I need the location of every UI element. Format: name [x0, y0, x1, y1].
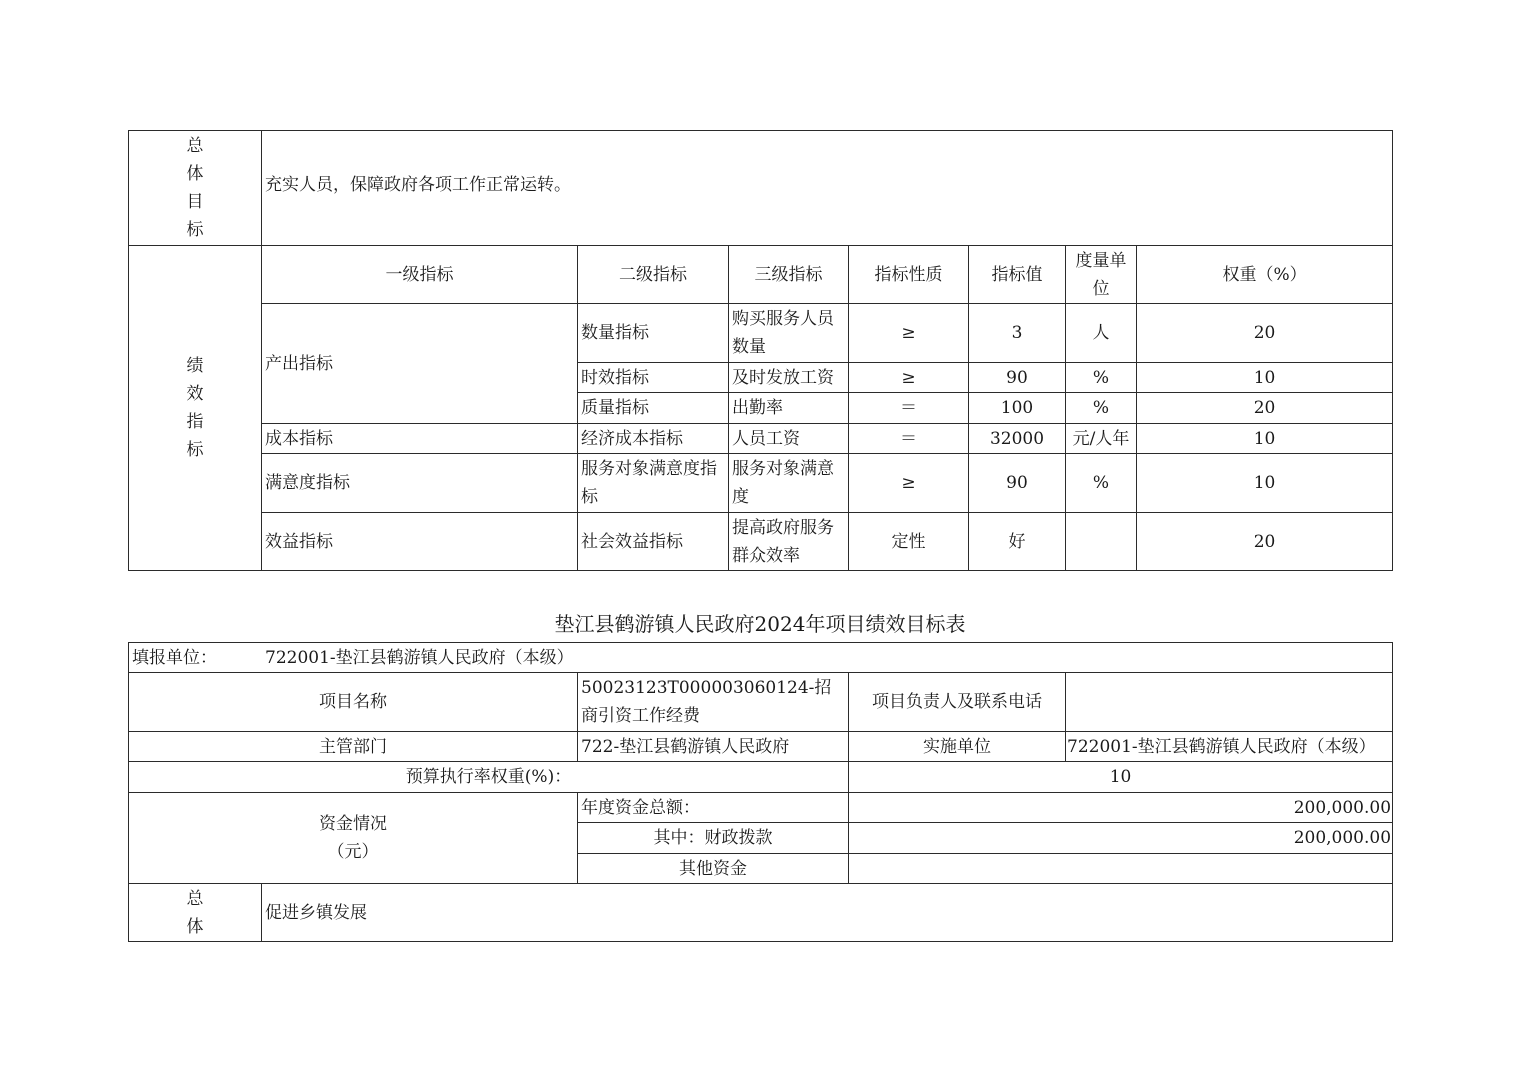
level3-cell: 人员工资	[729, 424, 849, 454]
level2-cell: 服务对象满意度指标	[578, 454, 729, 513]
level3-cell: 服务对象满意度	[729, 454, 849, 513]
overall-goal-row	[129, 131, 1393, 246]
nature-cell: ＝	[849, 393, 969, 424]
level3-cell: 及时发放工资	[729, 363, 849, 393]
unit-cell	[1066, 513, 1137, 571]
value-cell: 100	[969, 393, 1066, 424]
level1-cell: 效益指标	[262, 513, 578, 571]
dept-row	[129, 732, 1393, 762]
level3-cell: 购买服务人员数量	[729, 304, 849, 363]
unit-cell: %	[1066, 393, 1137, 424]
performance-indicator-label: 绩 效 指 标	[129, 246, 262, 571]
level2-cell: 经济成本指标	[578, 424, 729, 454]
nature-cell: ≥	[849, 363, 969, 393]
table-row	[129, 454, 1393, 513]
overall-goal-row	[129, 884, 1393, 942]
budget-rate-value: 10	[849, 762, 1393, 793]
funds-unit: （元）	[327, 842, 379, 862]
unit-cell: 人	[1066, 304, 1137, 363]
header-weight: 权重（%）	[1137, 246, 1393, 304]
funds-row	[129, 793, 1393, 823]
header-level2: 二级指标	[578, 246, 729, 304]
weight-cell: 10	[1137, 454, 1393, 513]
dept-label: 主管部门	[129, 732, 578, 762]
level3-cell: 出勤率	[729, 393, 849, 424]
value-cell: 90	[969, 454, 1066, 513]
project-name-label: 项目名称	[129, 673, 578, 732]
project-name-row	[129, 673, 1393, 732]
impl-value: 722001-垫江县鹤游镇人民政府（本级）	[1066, 732, 1393, 762]
level1-cell: 成本指标	[262, 424, 578, 454]
fiscal-value: 200,000.00	[849, 823, 1393, 854]
budget-rate-label: 预算执行率权重(%)：	[129, 762, 849, 793]
level2-cell: 质量指标	[578, 393, 729, 424]
unit-cell: %	[1066, 454, 1137, 513]
weight-cell: 20	[1137, 393, 1393, 424]
other-funds-value	[849, 854, 1393, 884]
header-unit: 度量单位	[1066, 246, 1137, 304]
fill-unit-label: 填报单位：	[132, 647, 217, 668]
level2-cell: 社会效益指标	[578, 513, 729, 571]
fill-unit-value: 722001-垫江县鹤游镇人民政府（本级）	[265, 647, 574, 668]
impl-label: 实施单位	[849, 732, 1066, 762]
weight-cell: 10	[1137, 424, 1393, 454]
fiscal-label: 其中：财政拨款	[578, 823, 849, 854]
other-funds-label: 其他资金	[578, 854, 849, 884]
budget-rate-row	[129, 762, 1393, 793]
weight-cell: 20	[1137, 304, 1393, 363]
dept-value: 722-垫江县鹤游镇人民政府	[578, 732, 849, 762]
nature-cell: ≥	[849, 454, 969, 513]
fill-unit-row	[129, 643, 1393, 673]
value-cell: 32000	[969, 424, 1066, 454]
table-row	[129, 304, 1393, 363]
overall-goal-label: 总 体	[129, 884, 262, 942]
annual-total-label: 年度资金总额：	[578, 793, 849, 823]
project-goal-table	[128, 642, 1393, 942]
unit-cell: 元/人年	[1066, 424, 1137, 454]
weight-cell: 20	[1137, 513, 1393, 571]
table-row	[129, 513, 1393, 571]
level2-cell: 时效指标	[578, 363, 729, 393]
value-cell: 3	[969, 304, 1066, 363]
level2-cell: 数量指标	[578, 304, 729, 363]
nature-cell: ≥	[849, 304, 969, 363]
level3-cell: 提高政府服务群众效率	[729, 513, 849, 571]
project-table-title: 垫江县鹤游镇人民政府2024年项目绩效目标表	[554, 612, 966, 636]
nature-cell: ＝	[849, 424, 969, 454]
header-nature: 指标性质	[849, 246, 969, 304]
annual-total-value: 200,000.00	[849, 793, 1393, 823]
value-cell: 90	[969, 363, 1066, 393]
leader-label: 项目负责人及联系电话	[849, 673, 1066, 732]
overall-goal-text: 充实人员，保障政府各项工作正常运转。	[262, 131, 1393, 246]
performance-indicator-table	[128, 130, 1393, 571]
funds-label-text: 资金情况	[319, 814, 387, 834]
leader-value	[1066, 673, 1393, 732]
header-level3: 三级指标	[729, 246, 849, 304]
unit-cell: %	[1066, 363, 1137, 393]
overall-goal-text: 促进乡镇发展	[262, 884, 1393, 942]
header-row	[129, 246, 1393, 304]
header-value: 指标值	[969, 246, 1066, 304]
funds-label	[129, 793, 578, 884]
table-row	[129, 424, 1393, 454]
value-cell: 好	[969, 513, 1066, 571]
level1-cell: 满意度指标	[262, 454, 578, 513]
level1-cell: 产出指标	[262, 304, 578, 424]
fill-unit	[129, 643, 1393, 673]
weight-cell: 10	[1137, 363, 1393, 393]
header-level1: 一级指标	[262, 246, 578, 304]
overall-goal-label: 总 体 目 标	[129, 131, 262, 246]
project-name-value: 50023123T000003060124-招商引资工作经费	[578, 673, 849, 732]
nature-cell: 定性	[849, 513, 969, 571]
